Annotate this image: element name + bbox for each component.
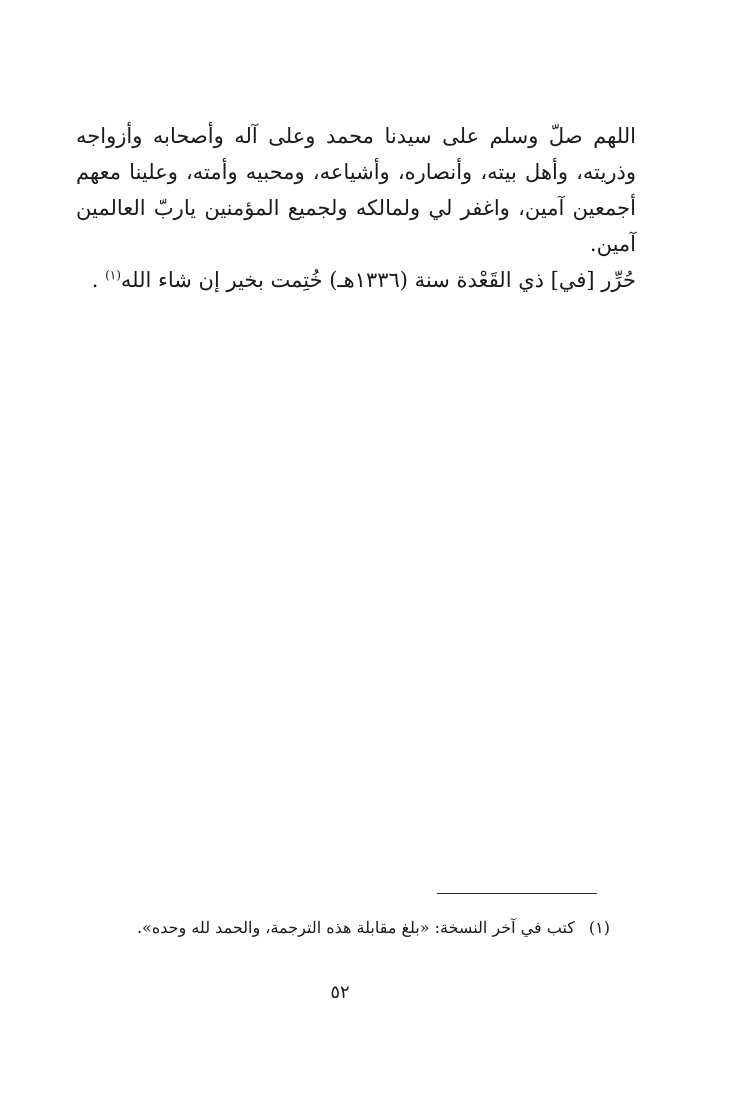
footnote-reference[interactable]: (١) (105, 268, 121, 282)
closing-line-text: حُرِّر [في] ذي القَعْدة سنة (١٣٣٦هـ) خُتِمت بخير إن شاء الله (120, 268, 636, 292)
footnote (90, 914, 610, 942)
footnote-text: كتب في آخر النسخة: «بلغ مقابلة هذه الترجمة، والحمد لله وحده». (136, 918, 575, 937)
main-text-block (76, 118, 636, 298)
page-number: ٥٢ (330, 982, 350, 1003)
footnote-number: (١) (588, 918, 610, 937)
main-paragraph: اللهم صلّ وسلم على سيدنا محمد وعلى آله وأصحابه وأزواجه وذريته، وأهل بيته، وأنصاره، وأشياعه، ومحبيه وأمته، وعلينا معهم أجمعين آمين، واغفر لي ولمالكه ولجميع المؤمنين ياربّ العالمين آمين. (76, 124, 636, 256)
closing-line (76, 262, 636, 298)
footnote-separator (437, 893, 597, 894)
closing-line-period: . (91, 268, 99, 292)
